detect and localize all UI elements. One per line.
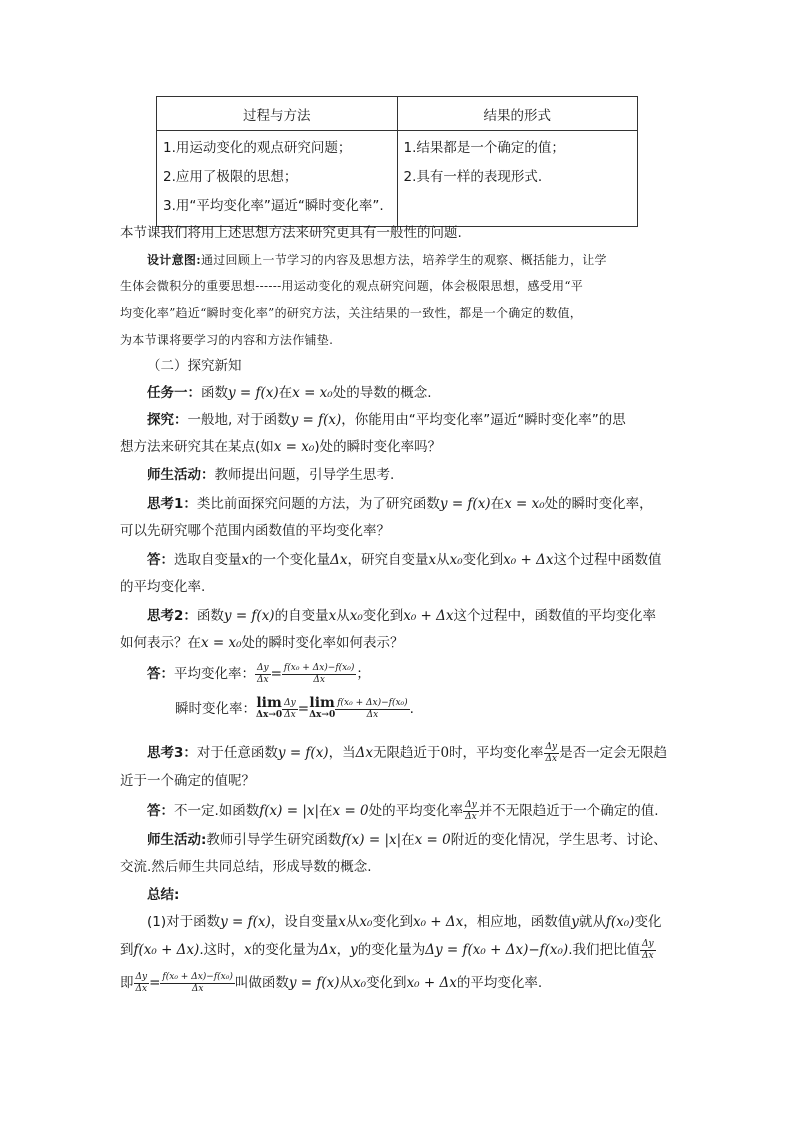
text: = <box>149 975 161 991</box>
text: 即 <box>120 975 134 991</box>
text: ，当 <box>328 745 356 761</box>
answer-three <box>147 799 707 823</box>
fraction-denominator: Δx <box>284 709 296 720</box>
fraction-dy-dx <box>463 800 479 823</box>
fraction-numerator: f(x₀ + Δx)−f(x₀) <box>283 662 355 673</box>
list-item: 1.结果都是一个确定的值； <box>403 140 565 156</box>
table-cell-result <box>397 131 638 227</box>
math-expression: x₀ <box>359 914 373 930</box>
fraction-dy-dx <box>255 663 271 686</box>
section-heading: （二）探究新知 <box>147 358 242 374</box>
text: 是否一定会无限趋 <box>559 745 668 761</box>
fraction-dy-dx <box>640 939 656 962</box>
math-expression: y = f(x) <box>223 608 275 624</box>
text: 函数 <box>201 385 228 401</box>
task-label: 任务一： <box>147 385 201 401</box>
text: 从 <box>436 552 450 568</box>
text: 这个过程中函数值 <box>553 552 662 568</box>
activity-label: 师生活动： <box>147 467 215 483</box>
math-expression: 0 <box>440 745 450 761</box>
activity-label: 师生活动: <box>147 832 207 848</box>
math-expression: x₀ + Δx <box>403 608 454 624</box>
limit-word: lim <box>256 695 282 711</box>
answer-label: 答： <box>147 552 174 568</box>
fraction-dy-dx <box>134 972 150 995</box>
math-expression: x = 0 <box>414 832 451 848</box>
text: 到 <box>120 942 134 958</box>
math-expression: x = x₀ <box>201 635 242 651</box>
think-label: 思考1： <box>147 496 197 512</box>
think-two <box>147 606 707 626</box>
fraction-dy-dx <box>282 698 298 721</box>
table-header: 过程与方法 <box>157 97 398 131</box>
limit-expression <box>256 697 282 721</box>
activity-paragraph <box>147 465 707 485</box>
text: 在 <box>319 803 333 819</box>
math-expression: x = x₀ <box>504 496 545 512</box>
think-one <box>147 494 707 514</box>
table-cell-process <box>157 131 398 227</box>
fraction-denominator: Δx <box>642 950 654 961</box>
fraction-difference-quotient <box>335 698 409 721</box>
fraction-difference-quotient <box>160 972 234 995</box>
text: 对于任意函数 <box>196 745 278 761</box>
text: ，设自变量 <box>270 914 339 930</box>
text: 变化到 <box>372 914 413 930</box>
comparison-table <box>156 96 638 227</box>
text: 的自变量 <box>274 608 329 624</box>
fraction-numerator: Δy <box>545 741 558 752</box>
text: 在 <box>490 496 505 512</box>
math-expression: y = f(x) <box>290 412 342 428</box>
text: 一般地, 对于函数 <box>187 412 291 428</box>
intro-paragraph: 本节课我们将用上述思想方法来研究更具有一般性的问题. <box>120 225 462 241</box>
design-text: 通过回顾上一节学习的内容及思想方法，培养学生的观察、概括能力，让学 <box>200 253 607 267</box>
fraction-denominator: Δx <box>545 753 558 764</box>
text: 想方法来研究其在某点(如 <box>120 439 274 455</box>
text: 这个过程中，函数值的平均变化率 <box>453 608 657 624</box>
text: 瞬时变化率： <box>175 701 256 717</box>
math-expression: y = f(x) <box>288 975 340 991</box>
text: 的变化量为 <box>251 942 320 958</box>
math-expression: x = x₀ <box>273 439 315 455</box>
explore-paragraph <box>147 410 707 430</box>
fraction-dy-dx <box>544 742 560 765</box>
table-row <box>157 131 638 227</box>
text: 的平均变化率. <box>456 975 543 991</box>
text: 在 <box>278 385 293 401</box>
list-item: 2.具有一样的表现形式. <box>403 169 543 185</box>
limit-expression <box>309 697 335 721</box>
text: ，相应地，函数值 <box>463 914 572 930</box>
math-expression: x₀ <box>449 552 463 568</box>
fraction-denominator: Δx <box>191 983 204 994</box>
think-three <box>147 741 707 765</box>
math-expression: f(x) = |x| <box>341 832 402 848</box>
text: 选取自变量 <box>174 552 242 568</box>
text: 从 <box>345 914 360 930</box>
think-three-cont: 近于一个确定的值呢？ <box>120 773 255 789</box>
fraction-denominator: Δx <box>257 674 269 685</box>
text: (1)对于函数 <box>147 914 221 930</box>
text: 平均变化率： <box>174 666 255 682</box>
answer-two-average <box>147 661 707 687</box>
list-item: 3.用“平均变化率”逼近“瞬时变化率”. <box>163 198 384 214</box>
math-expression: Δx <box>319 942 337 958</box>
math-expression: x₀ + Δx <box>406 975 457 991</box>
math-expression: f(x₀ + Δx) <box>133 942 200 958</box>
summary-line-3 <box>120 970 680 996</box>
think-two-cont <box>120 633 680 653</box>
fraction-numerator: f(x₀ + Δx)−f(x₀) <box>162 971 233 982</box>
text: ， <box>336 942 351 958</box>
text: 函数 <box>196 608 224 624</box>
limit-subscript: Δx→0 <box>309 710 336 720</box>
fraction-numerator: f(x₀ + Δx)−f(x₀) <box>337 697 408 708</box>
math-expression: Δy = f(x₀ + Δx)−f(x₀) <box>425 942 569 958</box>
fraction-numerator: Δy <box>284 697 296 708</box>
math-expression: y <box>571 914 579 930</box>
text: 无限趋近于 <box>372 745 441 761</box>
think-one-cont: 可以先研究哪个范围内函数值的平均变化率？ <box>120 523 390 539</box>
text: 附近的变化情况，学生思考、讨论、 <box>450 832 667 848</box>
math-expression: y = f(x) <box>220 914 271 930</box>
design-text: 均变化率”趋近“瞬时变化率”的研究方法，关注结果的一致性，都是一个确定的数值， <box>120 306 583 320</box>
text: 变化到 <box>362 608 404 624</box>
text: . <box>409 701 414 717</box>
text: 变化到 <box>462 552 504 568</box>
fraction-denominator: Δx <box>135 983 148 994</box>
summary-line-2 <box>120 938 680 962</box>
design-intent <box>147 250 707 270</box>
answer-label: 答： <box>147 803 174 819</box>
answer-one <box>147 550 707 570</box>
fraction-denominator: Δx <box>465 811 477 822</box>
text: 从 <box>339 975 354 991</box>
text: .这时， <box>199 942 245 958</box>
list-item: 2.应用了极限的思想； <box>163 169 298 185</box>
text: 并不无限趋近于一个确定的值. <box>478 803 659 819</box>
design-text: 为本节课将要学习的内容和方法作铺垫. <box>120 333 334 347</box>
text: 如何表示？在 <box>120 635 201 651</box>
math-expression: x₀ + Δx <box>412 914 464 930</box>
text: 从 <box>336 608 350 624</box>
text: ，你能用由“平均变化率”逼近“瞬时变化率”的思 <box>341 412 626 428</box>
text: 的一个变化量 <box>249 552 331 568</box>
answer-one-cont: 的平均变化率. <box>120 579 206 595</box>
math-expression: x <box>428 552 437 568</box>
math-expression: Δx <box>330 552 348 568</box>
text: 教师提出问题，引导学生思考. <box>214 467 395 483</box>
fraction-denominator: Δx <box>313 674 325 685</box>
text: 变化 <box>634 914 662 930</box>
math-expression: x <box>241 552 250 568</box>
text: 时，平均变化率 <box>449 745 544 761</box>
text: = <box>270 666 282 682</box>
math-expression: x₀ + Δx <box>503 552 554 568</box>
fraction-numerator: Δy <box>465 799 477 810</box>
think-label: 思考3： <box>147 745 197 761</box>
math-expression: y = f(x) <box>439 496 491 512</box>
text: 在 <box>401 832 415 848</box>
table-header: 结果的形式 <box>397 97 638 131</box>
text: 不一定.如函数 <box>174 803 260 819</box>
answer-two-instant <box>175 695 735 723</box>
math-expression: x₀ <box>353 975 367 991</box>
summary-heading: 总结: <box>147 887 180 903</box>
design-label: 设计意图: <box>147 253 201 267</box>
activity-two-cont: 交流.然后师生共同总结，形成导数的概念. <box>120 859 372 875</box>
text: 类比前面探究问题的方法，为了研究函数 <box>196 496 440 512</box>
text: .我们把比值 <box>568 942 640 958</box>
text: = <box>297 701 310 717</box>
text: ，研究自变量 <box>347 552 429 568</box>
text: 教师引导学生研究函数 <box>206 832 342 848</box>
design-text: 生体会微积分的重要思想------用运动变化的观点研究问题，体会极限思想，感受用“平 <box>120 279 584 293</box>
answer-label: 答： <box>147 666 174 682</box>
limit-subscript: Δx→0 <box>256 710 283 720</box>
math-expression: y = f(x) <box>228 385 279 401</box>
text: 变化到 <box>366 975 407 991</box>
text: )处的瞬时变化率吗？ <box>314 439 442 455</box>
fraction-denominator: Δx <box>366 709 379 720</box>
task-one <box>147 383 707 403</box>
math-expression: f(x) = |x| <box>259 803 320 819</box>
explore-label: 探究： <box>147 412 188 428</box>
math-expression: x <box>328 608 337 624</box>
activity-two <box>147 830 707 850</box>
math-expression: x = x₀ <box>292 385 333 401</box>
text: 处的导数的概念. <box>332 385 432 401</box>
table-header-row <box>157 97 638 131</box>
explore-paragraph-cont <box>120 437 680 457</box>
math-expression: x₀ <box>349 608 363 624</box>
limit-word: lim <box>309 695 335 711</box>
math-expression: Δx <box>355 745 373 761</box>
math-expression: y <box>350 942 358 958</box>
math-expression: x <box>244 942 252 958</box>
summary-line-1 <box>147 912 707 932</box>
math-expression: x <box>338 914 346 930</box>
fraction-numerator: Δy <box>642 938 654 949</box>
think-label: 思考2： <box>147 608 197 624</box>
fraction-difference-quotient <box>282 663 356 686</box>
text: ； <box>356 666 370 682</box>
math-expression: x = 0 <box>332 803 369 819</box>
fraction-numerator: Δy <box>257 662 269 673</box>
text: 处的平均变化率 <box>368 803 464 819</box>
text: 就从 <box>578 914 606 930</box>
math-expression: y = f(x) <box>277 745 329 761</box>
text: 处的瞬时变化率， <box>544 496 653 512</box>
fraction-numerator: Δy <box>135 971 148 982</box>
text: 处的瞬时变化率如何表示？ <box>241 635 404 651</box>
list-item: 1.用运动变化的观点研究问题； <box>163 140 352 156</box>
text: 叫做函数 <box>234 975 289 991</box>
math-expression: f(x₀) <box>605 914 635 930</box>
text: 的变化量为 <box>357 942 426 958</box>
